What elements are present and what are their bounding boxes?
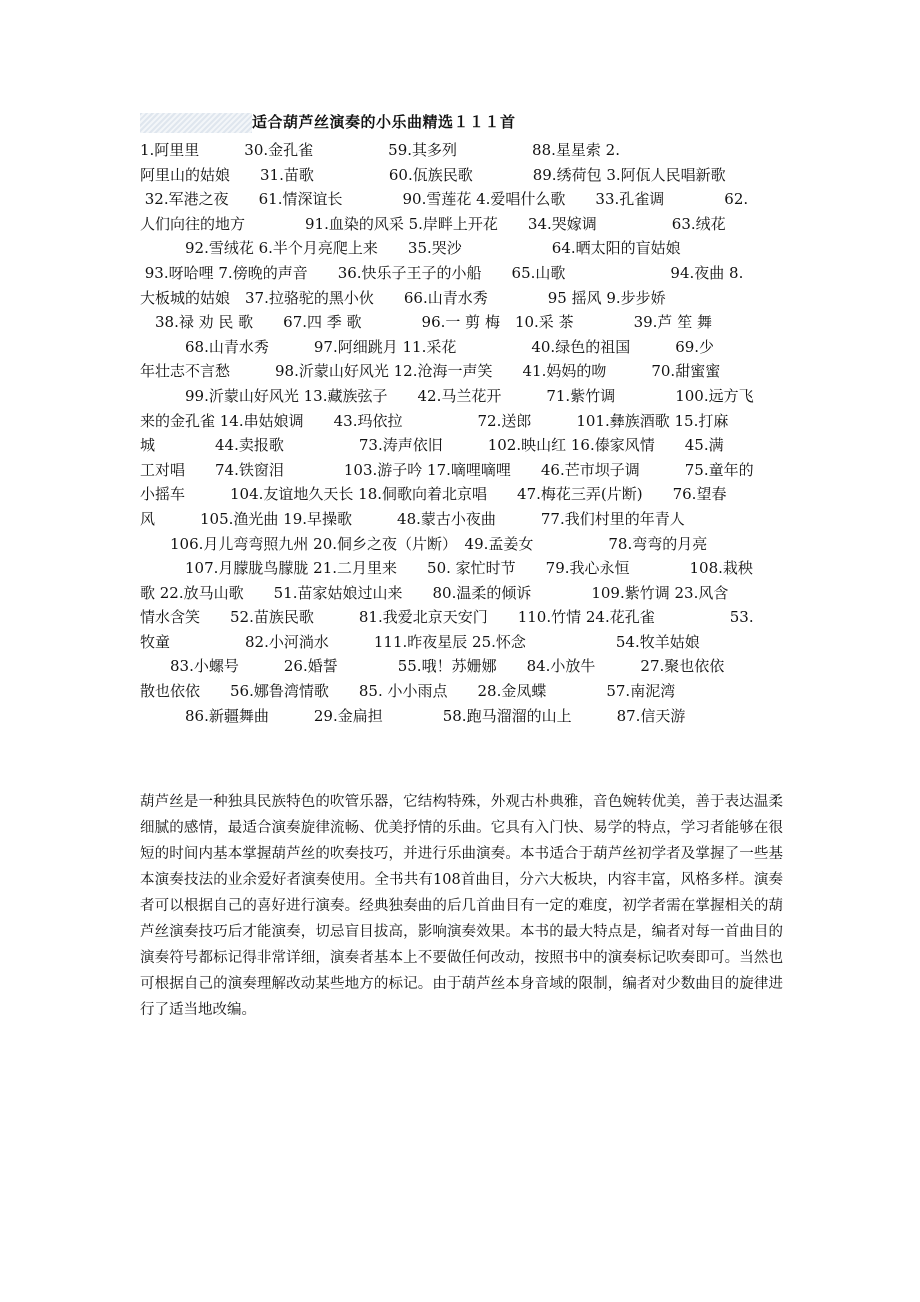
song-list-line: 歌 22.放马山歌 51.苗家姑娘过山来 80.温柔的倾诉 109.紫竹调 23.风含 <box>140 583 729 602</box>
song-list-line: 来的金孔雀 14.串姑娘调 43.玛依拉 72.送郎 101.彝族酒歌 15.打麻 <box>140 411 729 430</box>
song-list <box>140 138 785 728</box>
song-list-line: 106.月儿弯弯照九州 20.侗乡之夜（片断） 49.孟姜女 78.弯弯的月亮 <box>140 534 708 553</box>
title-highlight <box>140 113 252 133</box>
song-list-line: 年壮志不言愁 98.沂蒙山好风光 12.沧海一声笑 41.妈妈的吻 70.甜蜜蜜 <box>140 362 721 381</box>
song-list-line: 大板城的姑娘 37.拉骆驼的黑小伙 66.山青水秀 95 摇风 9.步步娇 <box>140 288 666 307</box>
song-list-line: 人们向往的地方 91.血染的风采 5.岸畔上开花 34.哭嫁调 63.绒花 <box>140 214 726 233</box>
song-list-line: 68.山青水秀 97.阿细跳月 11.采花 40.绿色的祖国 69.少 <box>140 337 715 356</box>
description-paragraph: 葫芦丝是一种独具民族特色的吹管乐器，它结构特殊，外观古朴典雅，音色婉转优美，善于表达温柔细腻的感情，最适合演奏旋律流畅、优美抒情的乐曲。它具有入门快、易学的特点，学习者能够在很短的时间内基本掌握葫芦丝的吹奏技巧，并进行乐曲演奏。本书适合于葫芦丝初学者及掌握了一些基本演奏技法的业余爱好者演奏使用。全书共有108首曲目，分六大板块，内容丰富，风格多样。演奏者可以根据自己的喜好进行演奏。经典独奏曲的后几首曲目有一定的难度，初学者需在掌握相关的葫芦丝演奏技巧后才能演奏，切忌盲目拔高，影响演奏效果。本书的最大特点是，编者对每一首曲目的演奏符号都标记得非常详细，演奏者基本上不要做任何改动，按照书中的演奏标记吹奏即可。当然也可根据自己的演奏理解改动某些地方的标记。由于葫芦丝本身音域的限制，编者对少数曲目的旋律进行了适当地改编。 <box>140 794 783 1018</box>
song-list-line: 城 44.卖报歌 73.涛声依旧 102.映山红 16.傣家风情 45.满 <box>140 436 724 455</box>
title-block <box>140 110 780 136</box>
song-list-line: 牧童 82.小河淌水 111.昨夜星辰 25.怀念 54.牧羊姑娘 <box>140 632 700 651</box>
song-list-line: 1.阿里里 30.金孔雀 59.其多列 88.星星索 2. <box>140 141 620 159</box>
song-list-line: 99.沂蒙山好风光 13.藏族弦子 42.马兰花开 71.紫竹调 100.远方飞 <box>140 386 754 405</box>
song-list-line: 107.月朦胧鸟朦胧 21.二月里来 50. 家忙时节 79.我心永恒 108.栽秧 <box>140 559 753 578</box>
song-list-line: 38.禄 劝 民 歌 67.四 季 歌 96.一 剪 梅 10.采 茶 39.芦 笙 舞 <box>140 313 712 332</box>
song-list-line: 散也依依 56.娜鲁湾情歌 85. 小小雨点 28.金凤蝶 57.南泥湾 <box>140 682 676 701</box>
song-list-line: 小摇车 104.友谊地久天长 18.侗歌向着北京唱 47.梅花三弄(片断) 76.望春 <box>140 485 727 504</box>
song-list-line: 情水含笑 52.苗族民歌 81.我爱北京天安门 110.竹情 24.花孔雀 53. <box>140 608 754 627</box>
song-list-line: 32.军港之夜 61.情深谊长 90.雪莲花 4.爱唱什么歌 33.孔雀调 62. <box>140 190 749 209</box>
page-title: 适合葫芦丝演奏的小乐曲精选１１１首 <box>252 113 516 131</box>
song-list-line: 93.呀哈哩 7.傍晚的声音 36.快乐子王子的小船 65.山歌 94.夜曲 8. <box>140 263 744 282</box>
song-list-line: 风 105.渔光曲 19.早操歌 48.蒙古小夜曲 77.我们村里的年青人 <box>140 509 685 528</box>
song-list-line: 工对唱 74.铁窗泪 103.游子吟 17.嘀哩嘀哩 46.芒市坝子调 75.童年的 <box>140 460 754 479</box>
song-list-line: 阿里山的姑娘 31.苗歌 60.佤族民歌 89.绣荷包 3.阿佤人民唱新歌 <box>140 165 726 184</box>
song-list-line: 92.雪绒花 6.半个月亮爬上来 35.哭沙 64.晒太阳的盲姑娘 <box>140 239 681 258</box>
song-list-line: 83.小螺号 26.婚誓 55.哦！苏姗娜 84.小放牛 27.聚也依依 <box>140 657 725 676</box>
song-list-line: 86.新疆舞曲 29.金扁担 58.跑马溜溜的山上 87.信天游 <box>140 706 686 725</box>
